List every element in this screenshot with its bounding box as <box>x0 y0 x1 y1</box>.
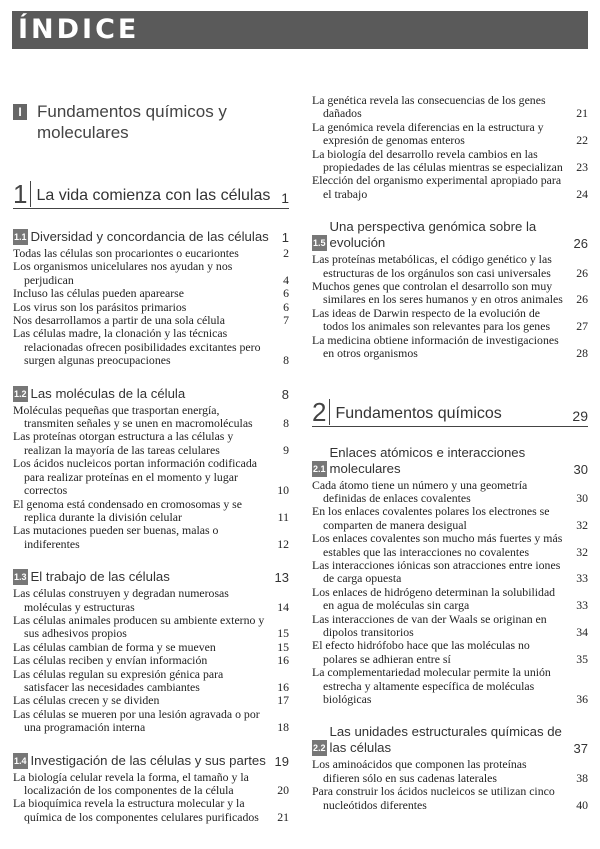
toc-entry[interactable] <box>13 314 289 327</box>
section-title: Enlaces atómicos e interacciones moleculares <box>329 444 526 476</box>
entry-title: Las células crecen y se dividen <box>13 693 160 708</box>
toc-entry[interactable] <box>312 532 588 559</box>
section-number: 2.2 <box>312 740 327 756</box>
right-column <box>312 94 588 812</box>
toc-entry[interactable] <box>312 307 588 334</box>
section-page: 13 <box>274 570 289 586</box>
header-bar <box>12 11 588 49</box>
toc-entry[interactable] <box>13 771 289 798</box>
toc-entry[interactable] <box>13 404 289 431</box>
entry-title: Las proteínas metabólicas, el código genético y las estructuras de los orgánulos son casi universales <box>312 252 552 280</box>
toc-entry[interactable] <box>312 785 588 812</box>
part-heading <box>13 101 289 143</box>
entry-title: Elección del organismo experimental apropiado para el trabajo <box>312 173 562 201</box>
entry-title: Incluso las células pueden aparearse <box>13 286 184 301</box>
entry-title: Los enlaces de hidrógeno determinan la solubilidad en agua de moléculas sin carga <box>312 584 556 613</box>
toc-entry[interactable] <box>312 94 588 121</box>
entry-page: 8 <box>283 416 289 431</box>
toc-entry[interactable] <box>312 758 588 785</box>
toc-entry[interactable] <box>13 287 289 300</box>
section-page: 8 <box>281 386 289 402</box>
entry-title: Los ácidos nucleicos portan información codificada para realizar proteínas en el momento y lugar correctos <box>13 456 258 498</box>
entry-title: Las proteínas otorgan estructura a las células y realizan la mayoría de las tareas celulares <box>13 429 234 457</box>
section-number: 1.5 <box>312 235 327 251</box>
entry-title: La genómica revela diferencias en la estructura y expresión de genomas enteros <box>312 119 544 148</box>
entry-title: Los enlaces covalentes son mucho más fuertes y más estables que las interacciones no covalentes <box>312 531 563 559</box>
toc-entry[interactable] <box>312 586 588 613</box>
toc-entry[interactable] <box>13 301 289 314</box>
chapter-number: 1 <box>13 181 31 207</box>
entry-page: 8 <box>283 353 289 368</box>
toc-entry[interactable] <box>13 587 289 614</box>
entry-page: 38 <box>576 770 588 785</box>
entry-title: Las células madre, la clonación y las técnicas relacionadas ofrecen posibilidades excitantes pero surgen algunas preocupaciones <box>13 326 261 368</box>
entry-title: La complementariedad molecular permite la unión estrecha y altamente específica de moléculas biológicas <box>312 665 551 706</box>
toc-entry[interactable] <box>13 668 289 695</box>
entry-page: 30 <box>576 490 588 505</box>
entry-title: Todas las células son procariontes o eucariontes <box>13 246 239 260</box>
toc-entry[interactable] <box>312 505 588 532</box>
entry-page: 27 <box>576 319 588 334</box>
section-heading <box>13 227 289 245</box>
section-page: 19 <box>274 753 289 769</box>
section-heading <box>312 445 588 477</box>
toc-entry[interactable] <box>13 524 289 551</box>
chapter-page: 29 <box>572 407 588 424</box>
entry-page: 4 <box>283 272 289 287</box>
section <box>312 219 588 360</box>
chapter-page: 1 <box>281 190 289 206</box>
chapter-1-heading <box>13 181 289 209</box>
toc-entry[interactable] <box>312 334 588 361</box>
entry-page: 10 <box>277 483 289 498</box>
entry-title: Los organismos unicelulares nos ayudan y nos perjudican <box>13 259 233 287</box>
toc-entry[interactable] <box>13 247 289 260</box>
toc-entry[interactable] <box>312 148 588 175</box>
toc-entry[interactable] <box>13 327 289 367</box>
entry-title: Nos desarrollamos a partir de una sola célula <box>13 313 225 328</box>
entry-title: Las células regulan su expresión génica para satisfacer las necesidades cambiantes <box>13 666 224 694</box>
index-title: ÍNDICE <box>18 14 140 45</box>
toc-entry[interactable] <box>312 174 588 201</box>
section-page: 37 <box>573 741 588 757</box>
entry-title: La bioquímica revela la estructura molecular y la química de los componentes celulares purificados <box>13 796 259 824</box>
entry-page: 23 <box>576 160 588 175</box>
entry-page: 20 <box>277 783 289 797</box>
entry-title: Las mutaciones pueden ser buenas, malas o indiferentes <box>13 523 219 551</box>
entry-title: La biología del desarrollo revela cambios en las propiedades de las células mientras se especializan <box>312 146 563 175</box>
section-heading <box>312 219 588 251</box>
section-number: 1.1 <box>13 229 28 245</box>
toc-entry[interactable] <box>13 641 289 654</box>
entry-page: 21 <box>576 106 588 121</box>
entry-page: 33 <box>576 598 588 613</box>
toc-entry[interactable] <box>312 613 588 640</box>
toc-entry[interactable] <box>13 694 289 707</box>
toc-entry[interactable] <box>312 253 588 280</box>
entry-page: 40 <box>576 797 588 812</box>
section-heading <box>312 724 588 756</box>
entry-page: 33 <box>576 571 588 586</box>
section <box>312 724 588 812</box>
entry-page: 6 <box>283 299 289 314</box>
entry-title: El genoma está condensado en cromosomas y se replica durante la división celular <box>13 496 242 524</box>
entry-title: Las células animales producen su ambiente externo y sus adhesivos propios <box>13 612 265 641</box>
section-title: Las moléculas de la célula <box>30 385 186 401</box>
entry-page: 24 <box>576 186 588 201</box>
chapter-number: 2 <box>312 399 330 425</box>
toc-entry[interactable] <box>312 280 588 307</box>
entry-page: 21 <box>277 809 289 824</box>
section <box>13 384 289 551</box>
toc-entry[interactable] <box>312 559 588 586</box>
entry-page: 14 <box>277 599 289 614</box>
section <box>13 227 289 368</box>
entry-title: Los virus son los parásitos primarios <box>13 299 187 314</box>
section-number: 1.2 <box>13 386 28 402</box>
entry-page: 28 <box>576 346 588 361</box>
entry-page: 36 <box>576 692 588 706</box>
toc-entry[interactable] <box>312 639 588 666</box>
entry-page: 11 <box>277 509 289 524</box>
section-heading <box>13 751 289 769</box>
section-heading <box>13 384 289 402</box>
entry-page: 15 <box>277 639 289 654</box>
entry-title: El efecto hidrófobo hace que las moléculas no polares se adhieran entre sí <box>312 638 530 666</box>
section-title: Investigación de las células y sus partes <box>30 752 266 768</box>
entry-title: Las células reciben y envían información <box>13 653 208 668</box>
left-column <box>13 93 289 824</box>
section <box>13 567 289 734</box>
chapter-title: Fundamentos químicos <box>335 404 502 422</box>
section <box>312 445 588 707</box>
chapter-2-heading <box>312 396 588 427</box>
entry-title: Muchos genes que controlan el desarrollo son muy similares en los seres humanos y en otros animales <box>312 279 563 307</box>
toc-entry[interactable] <box>13 654 289 667</box>
entry-page: 26 <box>576 292 588 307</box>
entry-page: 12 <box>277 536 289 551</box>
toc-entry[interactable] <box>13 498 289 525</box>
entry-page: 32 <box>576 544 588 559</box>
entry-page: 17 <box>277 693 289 708</box>
toc-entry[interactable] <box>13 430 289 457</box>
section-title: Diversidad y concordancia de las células <box>30 229 269 244</box>
section-number: 1.3 <box>13 569 28 585</box>
toc-entry[interactable] <box>13 614 289 641</box>
entry-title: Los aminoácidos que componen las proteínas difieren sólo en sus cadenas laterales <box>312 757 527 785</box>
entry-title: Las interacciones de van der Waals se originan en dipolos transitorios <box>312 611 547 639</box>
toc-entry[interactable] <box>312 479 588 506</box>
entry-page: 18 <box>277 720 289 735</box>
section-title: Una perspectiva genómica sobre la evolución <box>329 219 537 251</box>
section-number: 1.4 <box>13 753 28 769</box>
section-title: El trabajo de las células <box>30 569 170 585</box>
toc-entry[interactable] <box>13 797 289 824</box>
section <box>13 751 289 825</box>
entry-title: La genética revela las consecuencias de los genes dañados <box>312 93 546 121</box>
entry-page: 6 <box>283 286 289 301</box>
entry-page: 2 <box>283 246 289 260</box>
section-continued <box>312 94 588 201</box>
entry-page: 16 <box>277 679 289 694</box>
entry-title: La biología celular revela la forma, el tamaño y la localización de los componentes de la célula <box>13 769 249 797</box>
section-page: 26 <box>573 236 588 252</box>
entry-title: La medicina obtiene información de investigaciones en otros organismos <box>312 332 559 361</box>
section-page: 30 <box>573 461 588 477</box>
entry-title: Las ideas de Darwin respecto de la evolución de todos los animales son relevantes para los genes <box>312 305 551 334</box>
part-number: I <box>13 104 27 120</box>
entry-title: Moléculas pequeñas que trasportan energía, transmiten señales y se unen en macromoléculas <box>13 402 253 431</box>
section-heading <box>13 567 289 585</box>
entry-page: 16 <box>277 653 289 668</box>
entry-page: 26 <box>576 265 588 280</box>
toc-entry[interactable] <box>13 457 289 497</box>
section-number: 2.1 <box>312 461 327 477</box>
entry-title: Las células construyen y degradan numerosas moléculas y estructuras <box>13 586 229 614</box>
section-page: 1 <box>281 230 289 245</box>
entry-title: Cada átomo tiene un número y una geometría definidas de enlaces covalentes <box>312 477 528 505</box>
entry-page: 22 <box>576 133 588 148</box>
toc-entry[interactable] <box>13 708 289 735</box>
entry-title: Las células se mueren por una lesión agravada o por una programación interna <box>13 706 260 735</box>
entry-page: 7 <box>283 313 289 328</box>
entry-page: 32 <box>576 517 588 532</box>
entry-title: Las células cambian de forma y se mueven <box>13 639 216 654</box>
entry-page: 34 <box>576 624 588 639</box>
section-title: Las unidades estructurales químicas de las células <box>329 724 562 756</box>
part-title: Fundamentos químicos y moleculares <box>37 102 227 142</box>
entry-page: 35 <box>576 651 588 666</box>
entry-title: Las interacciones iónicas son atracciones entre iones de carga opuesta <box>312 557 561 586</box>
entry-page: 9 <box>283 442 289 457</box>
entry-title: Para construir los ácidos nucleicos se utilizan cinco nucleótidos diferentes <box>312 784 555 812</box>
entry-page: 15 <box>277 626 289 641</box>
chapter-title: La vida comienza con las células <box>36 187 271 204</box>
toc-entry[interactable] <box>312 121 588 148</box>
toc-entry[interactable] <box>312 666 588 706</box>
entry-title: En los enlaces covalentes polares los electrones se comparten de manera desigual <box>312 504 550 532</box>
toc-entry[interactable] <box>13 260 289 287</box>
